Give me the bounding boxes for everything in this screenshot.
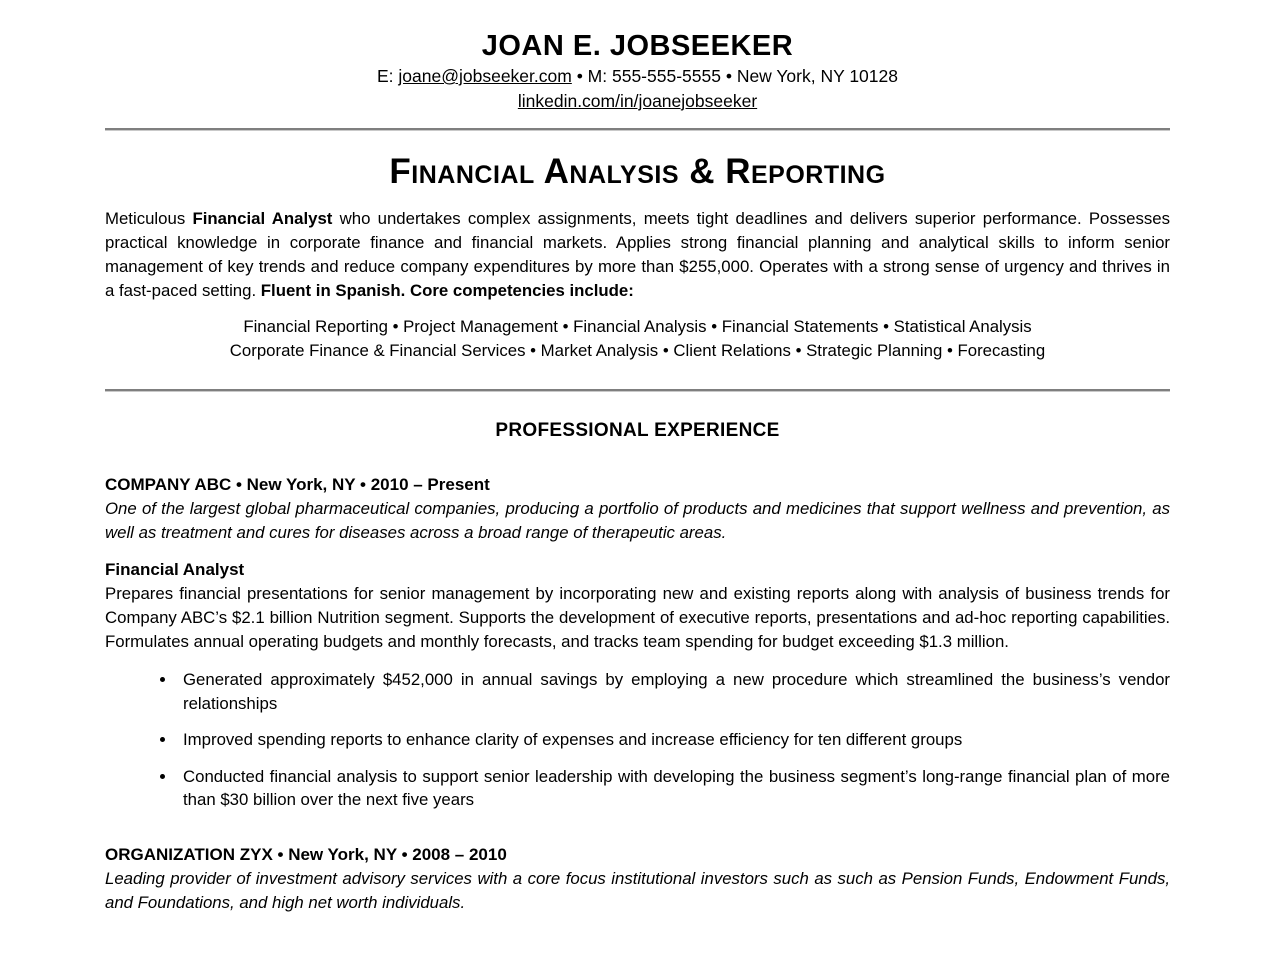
email-link[interactable]: joane@jobseeker.com xyxy=(398,66,572,86)
candidate-name: JOAN E. JOBSEEKER xyxy=(481,30,794,62)
company-line: COMPANY ABC • New York, NY • 2010 – Present xyxy=(105,475,490,494)
company-description: Leading provider of investment advisory services with a core focus institutional investors such as such as Pension Funds, Endowment Funds, and Foundations, and high net worth individuals. xyxy=(105,868,1170,912)
divider-middle xyxy=(105,389,1170,392)
experience-entry-organization-zyx xyxy=(105,842,1170,915)
email-label: E: xyxy=(377,66,399,86)
bullet-item: • Conducted financial analysis to support senior leadership with developing the business segment’s long-range financial plan of more than $30 billion over the next five years xyxy=(177,765,1170,812)
competencies-line-1: Financial Reporting • Project Management • Financial Analysis • Financial Statements • Statistical Analysis xyxy=(243,317,1032,336)
linkedin-link[interactable]: linkedin.com/in/joanejobseeker xyxy=(517,91,758,111)
resume-header xyxy=(105,28,1170,114)
role-description: Prepares financial presentations for senior management by incorporating new and existing reports along with analysis of business trends for Company ABC’s $2.1 billion Nutrition segment. Supports the development of executive reports, presentations and ad-hoc reporting capabilities. Formulates annual operating budgets and monthly forecasts, and tracks team spending for budget exceeding $1.3 million. xyxy=(105,584,1170,651)
competencies-line-2: Corporate Finance & Financial Services • Market Analysis • Client Relations • Strategic Planning • Forecasting xyxy=(229,341,1046,360)
section-heading-professional-experience: PROFESSIONAL EXPERIENCE xyxy=(495,420,780,441)
headline-title: Financial Analysis & Reporting xyxy=(389,152,886,191)
summary-text-1: Meticulous xyxy=(105,209,193,228)
summary-text-2: who undertakes complex assignments, meets tight deadlines and delivers superior performance. Possesses practical knowledge in corporate finance and financial markets. Applies strong financial planning and analytical skills to inform senior management of key trends and reduce company expenditures by more than $255,000. Operates with a strong sense of urgency and thrives in a fast-paced setting. xyxy=(105,209,1170,300)
role-title: Financial Analyst xyxy=(105,560,245,579)
summary-bold-financial-analyst: Financial Analyst xyxy=(192,209,333,228)
bullet-list xyxy=(147,668,1170,812)
experience-entry-company-abc xyxy=(105,472,1170,812)
company-line: ORGANIZATION ZYX • New York, NY • 2008 – 2010 xyxy=(105,844,507,864)
phone-location-text: • M: 555-555-5555 • New York, NY 10128 xyxy=(571,66,898,86)
linkedin-line xyxy=(105,89,1170,114)
bullet-item: • Generated approximately $452,000 in annual savings by employing a new procedure which streamlined the business’s vendor relationships xyxy=(177,668,1170,715)
summary-bold-core-competencies: Fluent in Spanish. Core competencies include: xyxy=(260,281,634,300)
bullet-item: • Improved spending reports to enhance clarity of expenses and increase efficiency for ten different groups xyxy=(177,728,1170,752)
divider-top xyxy=(105,128,1170,131)
contact-line xyxy=(105,64,1170,89)
summary-paragraph xyxy=(105,207,1170,303)
company-description: One of the largest global pharmaceutical companies, producing a portfolio of products and medicines that support wellness and prevention, as well as treatment and cures for diseases across a broad range of therapeutic areas. xyxy=(105,499,1170,542)
